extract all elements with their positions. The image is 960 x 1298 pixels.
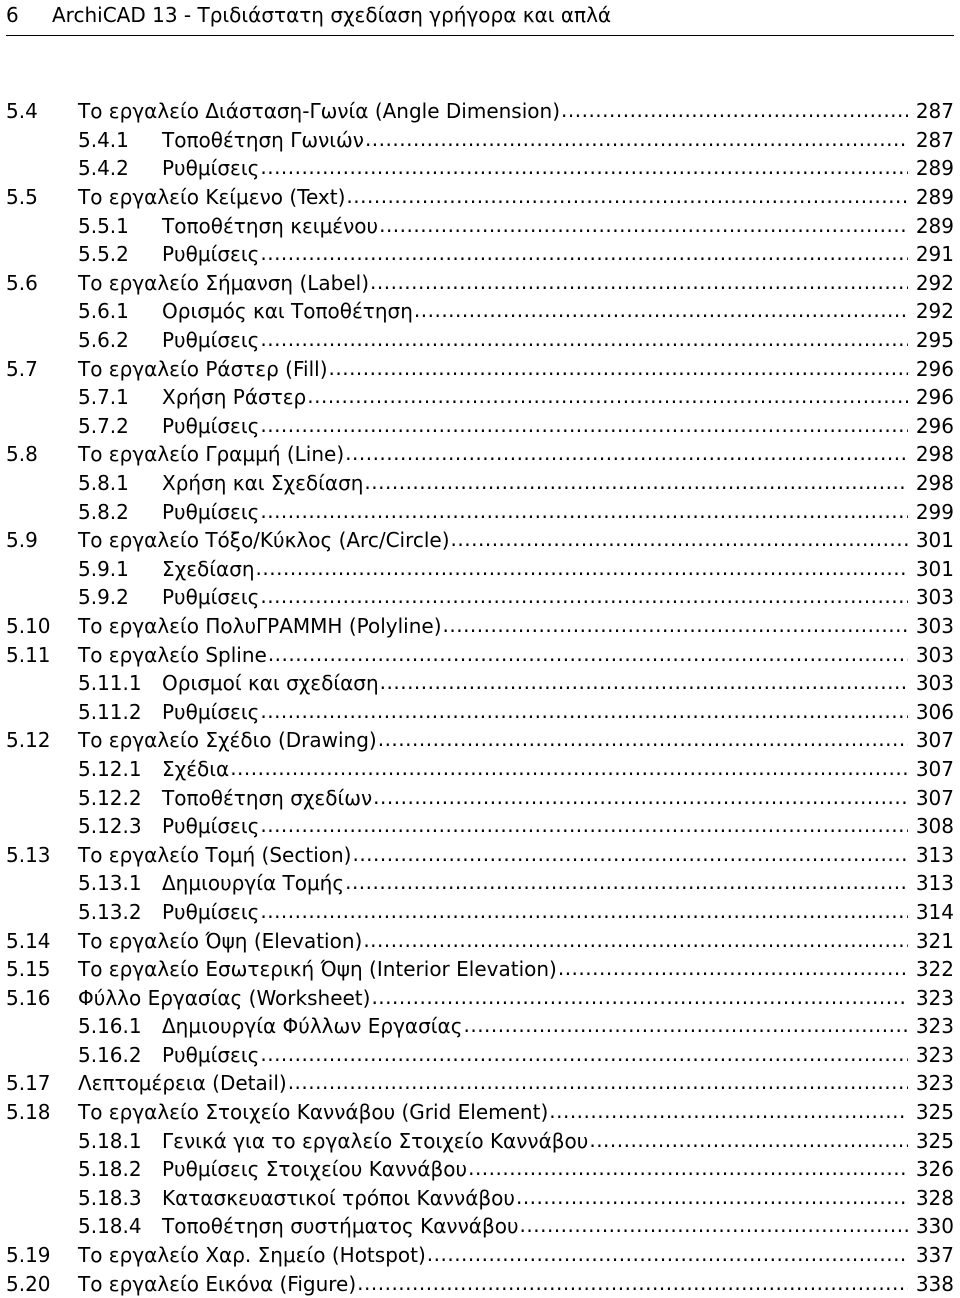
toc-entry-number: 5.12.3	[78, 814, 142, 839]
toc-dot-leader	[260, 419, 908, 439]
toc-entry-title: Ρυθμίσεις Στοιχείου Καννάβου	[162, 1157, 468, 1182]
toc-entry-title: Τοποθέτηση συστήματος Καννάβου	[162, 1214, 519, 1239]
toc-section-entry[interactable]	[6, 926, 954, 955]
page-header	[6, 0, 954, 36]
toc-dot-leader	[260, 705, 908, 725]
toc-entry-number: 5.6.1	[78, 299, 129, 324]
toc-dot-leader	[260, 590, 908, 610]
toc-entry-number: 5.12.1	[78, 756, 142, 781]
toc-entry-number: 5.6.2	[78, 328, 129, 353]
toc-entry-number: 5.5.2	[78, 242, 129, 267]
toc-entry-title: Ρυθμίσεις	[162, 899, 260, 924]
toc-entry-title: Ορισμός και Τοποθέτηση	[162, 299, 413, 324]
toc-subsection-entry[interactable]	[6, 1184, 954, 1213]
toc-entry-title: Το εργαλείο Εικόνα (Figure)	[78, 1271, 357, 1296]
toc-dot-leader	[371, 991, 908, 1011]
toc-subsection-entry[interactable]	[6, 555, 954, 584]
toc-dot-leader	[549, 1105, 908, 1125]
toc-entry-number: 5.19	[6, 1243, 51, 1268]
toc-entry-title: Γενικά για το εργαλείο Στοιχείο Καννάβου	[162, 1128, 589, 1153]
toc-entry-number: 5.8.1	[78, 471, 129, 496]
toc-dot-leader	[558, 962, 908, 982]
toc-entry-title: Το εργαλείο Γραμμή (Line)	[78, 442, 345, 467]
toc-entry-page: 289	[915, 213, 954, 238]
toc-entry-number: 5.18.1	[78, 1128, 142, 1153]
toc-entry-number: 5.8	[6, 442, 38, 467]
toc-section-entry[interactable]	[6, 612, 954, 641]
toc-subsection-entry[interactable]	[6, 412, 954, 441]
toc-dot-leader	[307, 390, 908, 410]
toc-entry-number: 5.4	[6, 99, 38, 124]
toc-entry-number: 5.17	[6, 1071, 51, 1096]
toc-entry-number: 5.7.2	[78, 413, 129, 438]
toc-entry-number: 5.16.2	[78, 1042, 142, 1067]
running-title: ArchiCAD 13 - Τριδιάστατη σχεδίαση γρήγορα και απλά	[52, 3, 612, 27]
toc-entry-title: Ρυθμίσεις	[162, 242, 260, 267]
toc-subsection-entry[interactable]	[6, 1155, 954, 1184]
toc-subsection-entry[interactable]	[6, 126, 954, 155]
toc-entry-number: 5.20	[6, 1271, 51, 1296]
toc-section-entry[interactable]	[6, 1069, 954, 1098]
toc-entry-title: Το εργαλείο Διάσταση-Γωνία (Angle Dimension)	[78, 99, 561, 124]
toc-entry-page: 296	[915, 413, 954, 438]
toc-dot-leader	[364, 476, 908, 496]
toc-entry-page: 323	[915, 1014, 954, 1039]
toc-entry-page: 337	[915, 1243, 954, 1268]
toc-entry-number: 5.7.1	[78, 385, 129, 410]
toc-entry-page: 303	[915, 585, 954, 610]
toc-entry-page: 323	[915, 1071, 954, 1096]
toc-entry-page: 308	[915, 814, 954, 839]
toc-entry-number: 5.11	[6, 642, 51, 667]
toc-entry-title: Ρυθμίσεις	[162, 413, 260, 438]
toc-dot-leader	[589, 1134, 908, 1154]
toc-dot-leader	[352, 848, 908, 868]
toc-entry-number: 5.18.3	[78, 1185, 142, 1210]
toc-entry-number: 5.6	[6, 270, 38, 295]
toc-entry-title: Ρυθμίσεις	[162, 814, 260, 839]
toc-entry-title: Δημιουργία Τομής	[162, 871, 345, 896]
toc-entry-number: 5.14	[6, 928, 51, 953]
toc-section-entry[interactable]	[6, 97, 954, 126]
toc-entry-number: 5.5	[6, 185, 38, 210]
toc-entry-title: Ρυθμίσεις	[162, 699, 260, 724]
toc-entry-title: Το εργαλείο Spline	[78, 642, 267, 667]
toc-entry-page: 328	[915, 1185, 954, 1210]
toc-section-entry[interactable]	[6, 955, 954, 984]
toc-dot-leader	[357, 1277, 908, 1297]
toc-entry-number: 5.16.1	[78, 1014, 142, 1039]
toc-entry-number: 5.5.1	[78, 213, 129, 238]
toc-entry-number: 5.16	[6, 985, 51, 1010]
toc-entry-page: 295	[915, 328, 954, 353]
toc-entry-page: 287	[915, 127, 954, 152]
toc-subsection-entry[interactable]	[6, 1126, 954, 1155]
toc-entry-page: 338	[915, 1271, 954, 1296]
toc-subsection-entry[interactable]	[6, 869, 954, 898]
toc-dot-leader	[427, 1248, 908, 1268]
toc-entry-page: 326	[915, 1157, 954, 1182]
toc-dot-leader	[260, 505, 908, 525]
toc-dot-leader	[516, 1191, 908, 1211]
toc-entry-page: 292	[915, 299, 954, 324]
toc-entry-page: 322	[915, 957, 954, 982]
toc-dot-leader	[379, 219, 908, 239]
toc-entry-number: 5.8.2	[78, 499, 129, 524]
toc-entry-title: Τοποθέτηση Γωνιών	[162, 127, 364, 152]
toc-section-entry[interactable]	[6, 440, 954, 469]
toc-entry-title: Χρήση Ράστερ	[162, 385, 307, 410]
toc-entry-page: 313	[915, 842, 954, 867]
toc-entry-title: Το εργαλείο Όψη (Elevation)	[78, 928, 363, 953]
toc-entry-title: Λεπτομέρεια (Detail)	[78, 1071, 287, 1096]
toc-section-entry[interactable]	[6, 183, 954, 212]
toc-dot-leader	[260, 1048, 908, 1068]
toc-entry-page: 289	[915, 156, 954, 181]
toc-subsection-entry[interactable]	[6, 211, 954, 240]
toc-dot-leader	[230, 762, 908, 782]
toc-entry-number: 5.4.1	[78, 127, 129, 152]
toc-section-entry[interactable]	[6, 983, 954, 1012]
toc-section-entry[interactable]	[6, 269, 954, 298]
table-of-contents	[6, 97, 954, 1298]
toc-section-entry[interactable]	[6, 640, 954, 669]
toc-subsection-entry[interactable]	[6, 469, 954, 498]
toc-entry-page: 321	[915, 928, 954, 953]
toc-entry-number: 5.11.1	[78, 671, 142, 696]
toc-section-entry[interactable]	[6, 526, 954, 555]
toc-subsection-entry[interactable]	[6, 755, 954, 784]
toc-subsection-entry[interactable]	[6, 1212, 954, 1241]
toc-dot-leader	[463, 1019, 908, 1039]
toc-entry-number: 5.13.2	[78, 899, 142, 924]
toc-entry-page: 296	[915, 356, 954, 381]
toc-dot-leader	[373, 791, 908, 811]
toc-entry-page: 301	[915, 528, 954, 553]
toc-entry-page: 307	[915, 756, 954, 781]
toc-entry-number: 5.9	[6, 528, 38, 553]
toc-entry-page: 287	[915, 99, 954, 124]
toc-entry-page: 307	[915, 728, 954, 753]
toc-entry-title: Το εργαλείο Σχέδιο (Drawing)	[78, 728, 377, 753]
toc-dot-leader	[260, 161, 908, 181]
toc-dot-leader	[260, 819, 908, 839]
page-number: 6	[6, 3, 19, 27]
toc-entry-number: 5.15	[6, 957, 51, 982]
toc-entry-title: Ρυθμίσεις	[162, 156, 260, 181]
toc-entry-page: 291	[915, 242, 954, 267]
toc-dot-leader	[345, 447, 908, 467]
toc-entry-page: 298	[915, 442, 954, 467]
toc-dot-leader	[561, 104, 908, 124]
toc-entry-title: Ρυθμίσεις	[162, 1042, 260, 1067]
toc-entry-title: Το εργαλείο Ράστερ (Fill)	[78, 356, 328, 381]
toc-entry-title: Δημιουργία Φύλλων Εργασίας	[162, 1014, 463, 1039]
toc-entry-number: 5.13.1	[78, 871, 142, 896]
toc-entry-number: 5.7	[6, 356, 38, 381]
toc-subsection-entry[interactable]	[6, 898, 954, 927]
toc-entry-title: Ρυθμίσεις	[162, 499, 260, 524]
toc-entry-title: Ορισμοί και σχεδίαση	[162, 671, 379, 696]
toc-subsection-entry[interactable]	[6, 154, 954, 183]
toc-section-entry[interactable]	[6, 726, 954, 755]
toc-entry-title: Φύλλο Εργασίας (Worksheet)	[78, 985, 371, 1010]
toc-entry-title: Ρυθμίσεις	[162, 328, 260, 353]
toc-entry-page: 307	[915, 785, 954, 810]
toc-dot-leader	[345, 876, 908, 896]
toc-section-entry[interactable]	[6, 840, 954, 869]
toc-entry-number: 5.18.4	[78, 1214, 142, 1239]
toc-section-entry[interactable]	[6, 1241, 954, 1270]
toc-entry-title: Κατασκευαστικοί τρόποι Καννάβου	[162, 1185, 515, 1210]
toc-dot-leader	[346, 190, 908, 210]
toc-entry-page: 325	[915, 1100, 954, 1125]
toc-entry-page: 289	[915, 185, 954, 210]
toc-entry-page: 303	[915, 642, 954, 667]
toc-section-entry[interactable]	[6, 354, 954, 383]
toc-entry-page: 325	[915, 1128, 954, 1153]
toc-subsection-entry[interactable]	[6, 240, 954, 269]
toc-entry-title: Το εργαλείο Εσωτερική Όψη (Interior Elevation)	[78, 957, 557, 982]
toc-dot-leader	[256, 562, 908, 582]
toc-subsection-entry[interactable]	[6, 383, 954, 412]
toc-entry-title: Το εργαλείο Τόξο/Κύκλος (Arc/Circle)	[78, 528, 450, 553]
toc-entry-page: 298	[915, 471, 954, 496]
toc-dot-leader	[363, 934, 908, 954]
toc-section-entry[interactable]	[6, 1098, 954, 1127]
toc-entry-page: 296	[915, 385, 954, 410]
toc-entry-number: 5.13	[6, 842, 51, 867]
toc-dot-leader	[260, 247, 908, 267]
toc-subsection-entry[interactable]	[6, 783, 954, 812]
toc-entry-number: 5.12	[6, 728, 51, 753]
toc-entry-number: 5.4.2	[78, 156, 129, 181]
toc-entry-title: Το εργαλείο ΠολυΓΡΑΜΜΗ (Polyline)	[78, 613, 442, 638]
toc-entry-title: Σχέδια	[162, 756, 230, 781]
toc-dot-leader	[260, 333, 908, 353]
toc-dot-leader	[443, 619, 909, 639]
toc-entry-page: 303	[915, 671, 954, 696]
toc-subsection-entry[interactable]	[6, 297, 954, 326]
toc-entry-number: 5.12.2	[78, 785, 142, 810]
toc-subsection-entry[interactable]	[6, 326, 954, 355]
toc-entry-title: Ρυθμίσεις	[162, 585, 260, 610]
toc-subsection-entry[interactable]	[6, 1041, 954, 1070]
toc-dot-leader	[365, 133, 908, 153]
toc-entry-title: Το εργαλείο Τομή (Section)	[78, 842, 352, 867]
toc-dot-leader	[468, 1162, 908, 1182]
toc-entry-page: 314	[915, 899, 954, 924]
toc-subsection-entry[interactable]	[6, 697, 954, 726]
toc-entry-number: 5.9.1	[78, 556, 129, 581]
toc-dot-leader	[414, 304, 908, 324]
toc-dot-leader	[380, 676, 908, 696]
toc-entry-page: 330	[915, 1214, 954, 1239]
toc-entry-number: 5.18.2	[78, 1157, 142, 1182]
toc-entry-page: 301	[915, 556, 954, 581]
toc-entry-title: Το εργαλείο Στοιχείο Καννάβου (Grid Element)	[78, 1100, 549, 1125]
toc-entry-number: 5.18	[6, 1100, 51, 1125]
toc-entry-page: 313	[915, 871, 954, 896]
toc-subsection-entry[interactable]	[6, 583, 954, 612]
toc-entry-number: 5.9.2	[78, 585, 129, 610]
toc-subsection-entry[interactable]	[6, 812, 954, 841]
toc-dot-leader	[288, 1076, 908, 1096]
toc-entry-page: 303	[915, 613, 954, 638]
toc-entry-title: Το εργαλείο Κείμενο (Text)	[78, 185, 346, 210]
toc-entry-page: 299	[915, 499, 954, 524]
toc-dot-leader	[260, 905, 908, 925]
toc-dot-leader	[520, 1219, 908, 1239]
toc-entry-title: Το εργαλείο Χαρ. Σημείο (Hotspot)	[78, 1243, 426, 1268]
toc-entry-page: 306	[915, 699, 954, 724]
toc-dot-leader	[268, 648, 908, 668]
toc-dot-leader	[378, 733, 908, 753]
toc-dot-leader	[370, 276, 908, 296]
toc-entry-title: Χρήση και Σχεδίαση	[162, 471, 364, 496]
toc-entry-title: Τοποθέτηση κειμένου	[162, 213, 379, 238]
toc-entry-number: 5.10	[6, 613, 51, 638]
toc-entry-page: 292	[915, 270, 954, 295]
toc-subsection-entry[interactable]	[6, 1012, 954, 1041]
toc-entry-title: Το εργαλείο Σήμανση (Label)	[78, 270, 370, 295]
toc-entry-page: 323	[915, 985, 954, 1010]
toc-dot-leader	[329, 362, 909, 382]
toc-entry-title: Τοποθέτηση σχεδίων	[162, 785, 373, 810]
toc-subsection-entry[interactable]	[6, 497, 954, 526]
toc-entry-page: 323	[915, 1042, 954, 1067]
toc-dot-leader	[451, 533, 908, 553]
toc-subsection-entry[interactable]	[6, 669, 954, 698]
toc-entry-title: Σχεδίαση	[162, 556, 255, 581]
toc-entry-number: 5.11.2	[78, 699, 142, 724]
toc-section-entry[interactable]	[6, 1269, 954, 1298]
